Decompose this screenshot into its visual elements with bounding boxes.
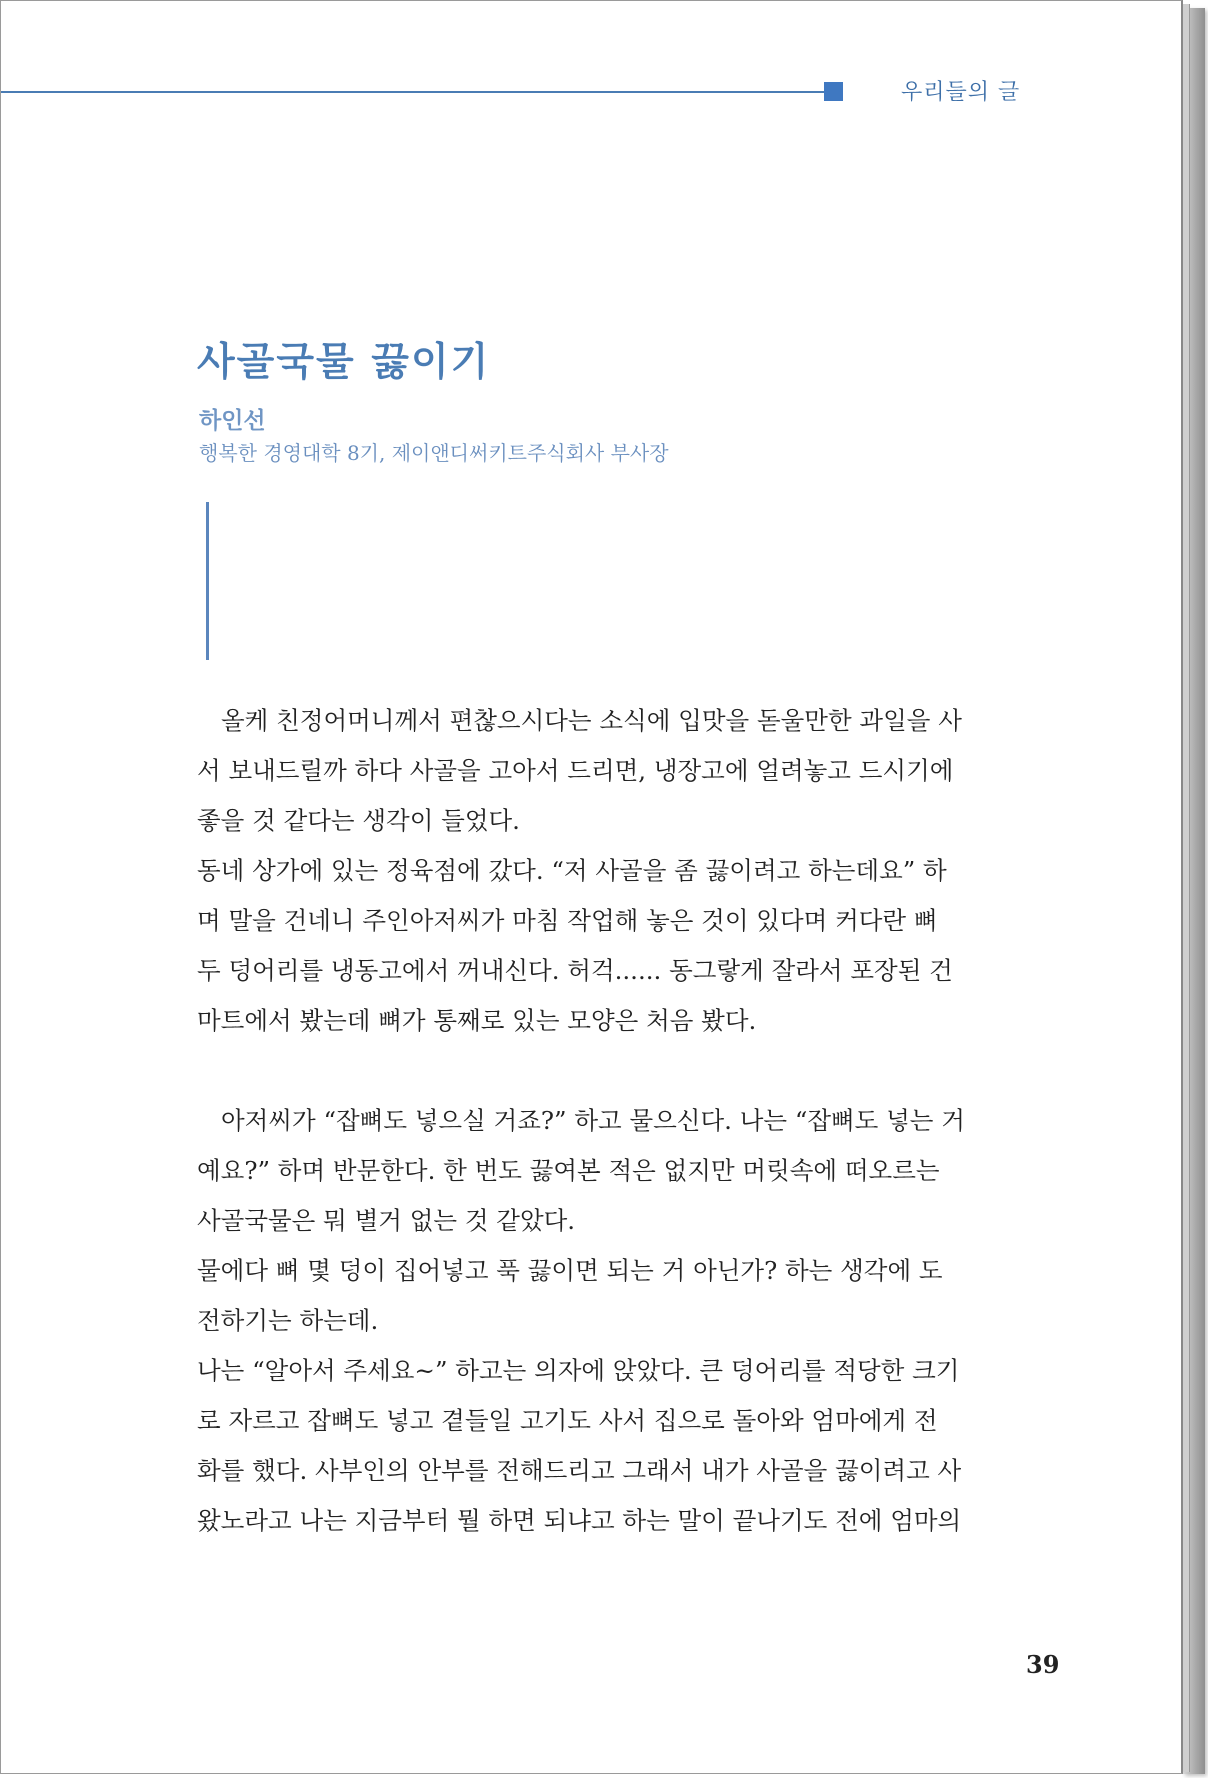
body-line: 며 말을 건네니 주인아저씨가 마침 작업해 놓은 것이 있다며 커다란 뼈 — [197, 906, 938, 935]
body-line: 나는 “알아서 주세요~” 하고는 의자에 앉았다. 큰 덩어리를 적당한 크기 — [197, 1356, 960, 1385]
body-line: 물에다 뼈 몇 덩이 집어넣고 푹 끓이면 되는 거 아닌가? 하는 생각에 도 — [197, 1256, 943, 1285]
body-line: 두 덩어리를 냉동고에서 꺼내신다. 허걱...... 동그랗게 잘라서 포장된 건 — [197, 956, 953, 985]
paragraph-gap — [197, 1046, 1059, 1096]
body-line: 마트에서 봤는데 뼈가 통째로 있는 모양은 처음 봤다. — [197, 1006, 757, 1035]
body-line: 올케 친정어머니께서 편찮으시다는 소식에 입맛을 돋울만한 과일을 사 — [221, 706, 962, 735]
header-square-marker — [824, 82, 843, 101]
body-line: 서 보내드릴까 하다 사골을 고아서 드리면, 냉장고에 얼려놓고 드시기에 — [197, 756, 954, 785]
body-line: 사골국물은 뭐 별거 없는 것 같았다. — [197, 1206, 576, 1235]
decorative-vertical-bar — [206, 502, 209, 660]
header-rule — [1, 91, 826, 93]
article-title: 사골국물 끓이기 — [197, 340, 491, 385]
body-line: 왔노라고 나는 지금부터 뭘 하면 되냐고 하는 말이 끝나기도 전에 엄마의 — [197, 1506, 962, 1535]
page-edge — [1183, 4, 1190, 1772]
body-line: 전하기는 하는데. — [197, 1306, 379, 1335]
body-line: 예요?” 하며 반문한다. 한 번도 끓여본 적은 없지만 머릿속에 떠오르는 — [197, 1156, 940, 1185]
body-line: 아저씨가 “잡뼈도 넣으실 거죠?” 하고 물으신다. 나는 “잡뼈도 넣는 거 — [221, 1106, 965, 1135]
body-line: 동네 상가에 있는 정육점에 갔다. “저 사골을 좀 끓이려고 하는데요” 하 — [197, 856, 947, 885]
article-body — [197, 696, 1059, 1546]
section-label: 우리들의 글 — [901, 80, 1021, 105]
body-line: 화를 했다. 사부인의 안부를 전해드리고 그래서 내가 사골을 끓이려고 사 — [197, 1456, 962, 1485]
body-line: 좋을 것 같다는 생각이 들었다. — [197, 806, 520, 835]
author-name: 하인선 — [199, 408, 266, 434]
author-affiliation: 행복한 경영대학 8기, 제이앤디써키트주식회사 부사장 — [199, 441, 669, 465]
page-number: 39 — [1026, 1650, 1060, 1679]
body-line: 로 자르고 잡뼈도 넣고 곁들일 고기도 사서 집으로 돌아와 엄마에게 전 — [197, 1406, 938, 1435]
